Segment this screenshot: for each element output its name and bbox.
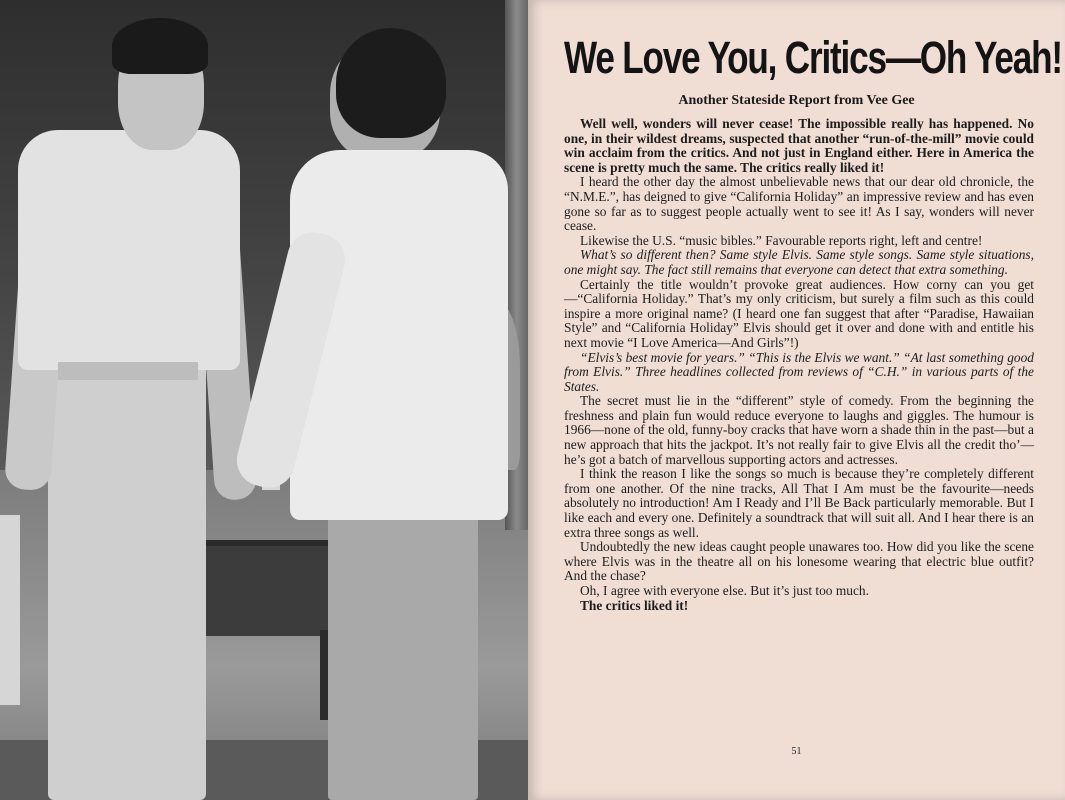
article-body — [564, 117, 1034, 613]
article-paragraph: The secret must lie in the “different” style of comedy. From the beginning the freshness and plain fun would reduce everyone to laughs and giggles. The humour is 1966—none of the old, funny-boy cracks that have worn a shade thin in the past—but a new approach that hits the jackpot. It’s not really fair to give Elvis all the credit tho’—he’s got a batch of marvellous supporting actors and actresses. — [564, 393, 1034, 467]
man-right-trousers — [328, 505, 478, 800]
article-paragraph: What’s so different then? Same style Elvis. Same style songs. Same style situations, one might say. The fact still remains that everyone can detect that extra something. — [564, 247, 1034, 277]
article-paragraph: Oh, I agree with everyone else. But it’s just too much. — [580, 583, 869, 598]
article-closing-line: The critics liked it! — [580, 597, 689, 613]
photo-pillar — [0, 515, 20, 705]
article-paragraph: Certainly the title wouldn’t provoke great audiences. How corny can you get—“California Holiday.” That’s my only criticism, but surely a film such as this could inspire a more original name? (I heard one fan suggest that after “Paradise, Hawaiian Style” and “California Holiday” Elvis should get it over and done with and entitle his next movie “I Love America—And Girls”!) — [564, 276, 1034, 350]
article-title: We Love You, Critics—Oh Yeah! — [564, 32, 1062, 83]
page-number: 51 — [791, 746, 802, 757]
article-paragraph: Undoubtedly the new ideas caught people unawares too. How did you like the scene where Elvis was in the theatre all on his lonesome wearing that electric blue outfit? And the chase? — [564, 539, 1034, 584]
article-paragraph: “Elvis’s best movie for years.” “This is the Elvis we want.” “At last something good from Elvis.” Three headlines collected from reviews of “C.H.” in various parts of the States. — [564, 349, 1034, 394]
man-left-hair — [112, 18, 208, 74]
article-subtitle: Another Stateside Report from Vee Gee — [678, 93, 915, 108]
man-left-trousers — [48, 360, 206, 800]
film-still-photo — [0, 0, 528, 800]
article-paragraph: I heard the other day the almost unbelievable news that our dear old chronicle, the “N.M.E.”, has deigned to give “California Holiday” an impressive review and has even gone so far as to suggest people actually went to see it! As I say, wonders will never cease. — [564, 174, 1034, 234]
article-page — [528, 0, 1065, 800]
man-left-belt — [58, 362, 198, 380]
article-paragraph: Well well, wonders will never cease! The impossible really has happened. No one, in their wildest dreams, suspected that another “run-of-the-mill” movie could win acclaim from the critics. And not just in England either. Here in America the scene is pretty much the same. The critics really liked it! — [564, 116, 1034, 175]
man-left-shirt — [18, 130, 240, 370]
article-paragraph: I think the reason I like the songs so much is because they’re completely different from one another. Of the nine tracks, All That I Am must be the favourite—needs absolutely no introduction! Am I Ready and I’ll Be Back particularly memorable. But I like each and every one. Definitely a soundtrack that will suit all. And I hear there is an extra three songs as well. — [564, 466, 1034, 540]
man-right-hair — [336, 28, 446, 138]
article-paragraph: Likewise the U.S. “music bibles.” Favourable reports right, left and centre! — [580, 232, 983, 248]
